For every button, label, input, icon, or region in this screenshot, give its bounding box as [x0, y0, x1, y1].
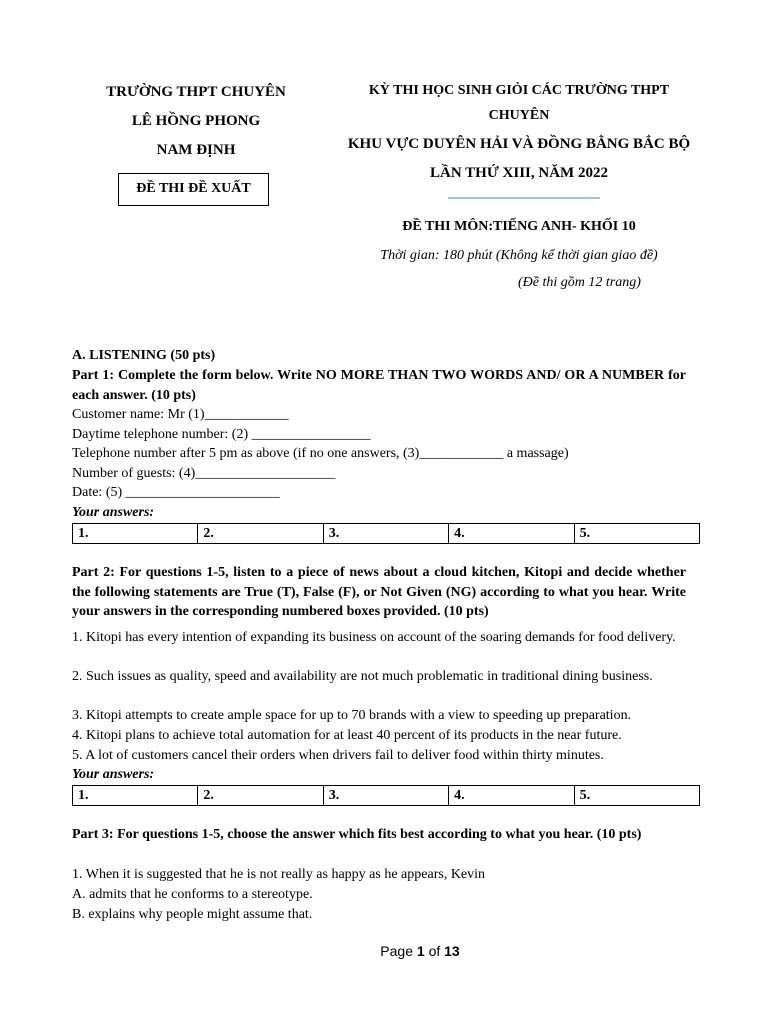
statement-3: 3. Kitopi attempts to create ample space for up to 70 brands with a view to speeding up preparation.: [72, 708, 632, 723]
answer-box-4[interactable]: 4.: [449, 524, 574, 544]
total-page-count: 13: [444, 943, 460, 959]
school-line-1: TRƯỜNG THPT CHUYÊN: [106, 84, 286, 100]
proposal-label: ĐỀ THI ĐỀ XUẤT: [118, 173, 269, 206]
part1-instructions: Part 1: Complete the form below. Write NO MORE THAN TWO WORDS AND/ OR A NUMBER for each answer. (10 pts): [72, 368, 686, 403]
statement-4: 4. Kitopi plans to achieve total automation for at least 40 percent of its products in the near future.: [72, 728, 622, 743]
exam-subject: ĐỀ THI MÔN:TIẾNG ANH- KHỐI 10: [402, 219, 636, 234]
answer-box-3[interactable]: 3.: [323, 786, 448, 806]
statement-5: 5. A lot of customers cancel their orders when drivers fail to deliver food within thirty minutes.: [72, 748, 604, 763]
form-line-3: Telephone number after 5 pm as above (if no one answers, (3)____________ a massage): [72, 446, 569, 461]
page-word: Page: [380, 943, 413, 959]
answer-box-1[interactable]: 1.: [73, 524, 198, 544]
part2-answer-table: [72, 785, 700, 806]
exam-page-count: (Đề thi gồm 12 trang): [518, 275, 641, 290]
part3-instructions: Part 3: For questions 1-5, choose the answer which fits best according to what you hear. (10 pts): [72, 827, 642, 842]
title-divider: [448, 197, 600, 199]
part1-answers-label: Your answers:: [72, 505, 155, 520]
school-line-3: NAM ĐỊNH: [156, 142, 236, 158]
school-line-2: LÊ HỒNG PHONG: [131, 113, 261, 129]
answer-box-4[interactable]: 4.: [449, 786, 574, 806]
section-title: A. LISTENING (50 pts): [72, 348, 216, 363]
option-b: B. explains why people might assume that.: [72, 907, 313, 922]
exam-title-line-4: LẦN THỨ XIII, NĂM 2022: [430, 165, 608, 181]
form-line-2: Daytime telephone number: (2) _________________: [72, 427, 371, 442]
form-line-4: Number of guests: (4)____________________: [72, 466, 336, 481]
exam-title-line-3: KHU VỰC DUYÊN HẢI VÀ ĐỒNG BẰNG BẮC BỘ: [347, 136, 691, 152]
answer-box-1[interactable]: 1.: [73, 786, 198, 806]
exam-time: Thời gian: 180 phút (Không kể thời gian giao đề): [380, 248, 658, 263]
option-a: A. admits that he conforms to a stereotype.: [72, 887, 313, 902]
exam-title-line-2: CHUYÊN: [488, 108, 550, 123]
current-page-number: 1: [416, 943, 425, 959]
statement-1: 1. Kitopi has every intention of expanding its business on account of the soaring demands for food delivery.: [72, 630, 676, 645]
part1-answer-table: [72, 523, 700, 544]
answer-box-2[interactable]: 2.: [198, 524, 323, 544]
part2-instructions: Part 2: For questions 1-5, listen to a piece of news about a cloud kitchen, Kitopi and decide whether the following statements are True (T), False (F), or Not Given (NG) according to what you hear. Write your answers in the corresponding numbered boxes provided. (10 pts): [72, 565, 686, 619]
answer-box-5[interactable]: 5.: [574, 786, 699, 806]
of-word: of: [428, 943, 441, 959]
answer-box-3[interactable]: 3.: [323, 524, 448, 544]
part3-question-1: 1. When it is suggested that he is not really as happy as he appears, Kevin: [72, 867, 486, 882]
answer-box-5[interactable]: 5.: [574, 524, 699, 544]
statement-2: 2. Such issues as quality, speed and availability are not much problematic in traditional dining business.: [72, 669, 653, 684]
page-footer: [0, 943, 768, 959]
part2-answers-label: Your answers:: [72, 767, 155, 782]
exam-title-line-1: KỲ THI HỌC SINH GIỎI CÁC TRƯỜNG THPT: [368, 83, 670, 98]
answer-box-2[interactable]: 2.: [198, 786, 323, 806]
form-line-1: Customer name: Mr (1)____________: [72, 407, 289, 422]
form-line-5: Date: (5) ______________________: [72, 485, 280, 500]
